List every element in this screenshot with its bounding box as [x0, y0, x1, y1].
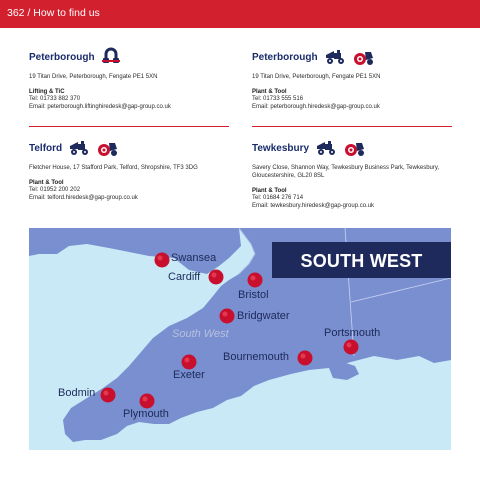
map-pin-plymouth	[140, 394, 155, 409]
map-pin-bridgwater	[220, 309, 235, 324]
place-label-bridgwater: Bridgwater	[237, 310, 290, 322]
depot-department: Plant & Tool	[252, 188, 287, 194]
south-west-map	[29, 228, 451, 450]
place-label-bodmin: Bodmin	[58, 387, 96, 399]
region-name-label: South West	[172, 328, 229, 340]
section-divider	[252, 126, 452, 127]
map-pin-portsmouth	[344, 340, 359, 355]
depot-address: 19 Titan Drive, Peterborough, Fengate PE1 5XN	[252, 74, 381, 80]
depot-phone: Tel: 01733 882 370	[29, 96, 81, 102]
dumper-icon	[315, 139, 339, 157]
depot-name: Peterborough	[252, 51, 318, 63]
map-pin-swansea	[155, 253, 170, 268]
roller-icon	[95, 139, 119, 157]
shackle-icon	[101, 47, 121, 67]
dumper-icon	[324, 48, 348, 66]
depot-address: 19 Titan Drive, Peterborough, Fengate PE1 5XN	[29, 74, 158, 80]
place-label-portsmouth: Portsmouth	[324, 327, 381, 339]
section-divider	[29, 126, 229, 127]
region-banner-title: SOUTH WEST	[300, 251, 423, 271]
depot-email[interactable]: Email: telford.hiredesk@gap-group.co.uk	[29, 194, 138, 201]
depot-email[interactable]: Email: tewkesbury.hiredesk@gap-group.co.uk	[252, 202, 375, 209]
place-label-exeter: Exeter	[173, 369, 205, 381]
depot-phone: Tel: 01684 276 714	[252, 195, 304, 201]
place-label-cardiff: Cardiff	[168, 271, 201, 283]
place-label-bournemouth: Bournemouth	[223, 351, 290, 363]
depot-department: Lifting & TiC	[29, 89, 65, 95]
place-label-bristol: Bristol	[238, 289, 269, 301]
depot-card-peterborough-plant	[252, 47, 452, 111]
region-banner	[272, 242, 451, 278]
depot-email[interactable]: Email: peterborough.hiredesk@gap-group.co.uk	[252, 103, 380, 110]
place-label-plymouth: Plymouth	[123, 408, 169, 420]
map-pin-exeter	[182, 355, 197, 370]
map-pin-bournemouth	[298, 351, 313, 366]
depot-name: Tewkesbury	[252, 142, 310, 154]
depot-address: Savery Close, Shannon Way, Tewkesbury Business Park, Tewkesbury, Gloucestershire, GL20 8SL	[252, 165, 440, 179]
depot-department: Plant & Tool	[252, 89, 287, 95]
page-header-bar	[0, 0, 480, 28]
roller-icon	[342, 139, 366, 157]
page-number-label: 362 / How to find us	[7, 7, 100, 19]
depot-card-tewkesbury	[252, 138, 452, 210]
depot-email[interactable]: Email: peterborough.liftinghiredesk@gap-group.co.uk	[29, 103, 171, 110]
map-pin-bodmin	[101, 388, 116, 403]
depot-name: Peterborough	[29, 51, 95, 63]
dumper-icon	[68, 139, 92, 157]
depot-card-telford	[29, 138, 229, 202]
depot-card-peterborough-lifting	[29, 47, 229, 111]
depot-department: Plant & Tool	[29, 180, 64, 186]
depot-name: Telford	[29, 142, 63, 154]
map-pin-bristol	[248, 273, 263, 288]
place-label-swansea: Swansea	[171, 252, 217, 264]
depot-phone: Tel: 01952 200 202	[29, 187, 81, 193]
roller-icon	[351, 48, 375, 66]
map-pin-cardiff	[209, 270, 224, 285]
depot-address: Fletcher House, 17 Stafford Park, Telford, Shropshire, TF3 3DG	[29, 165, 198, 171]
depot-phone: Tel: 01733 555 516	[252, 96, 304, 102]
